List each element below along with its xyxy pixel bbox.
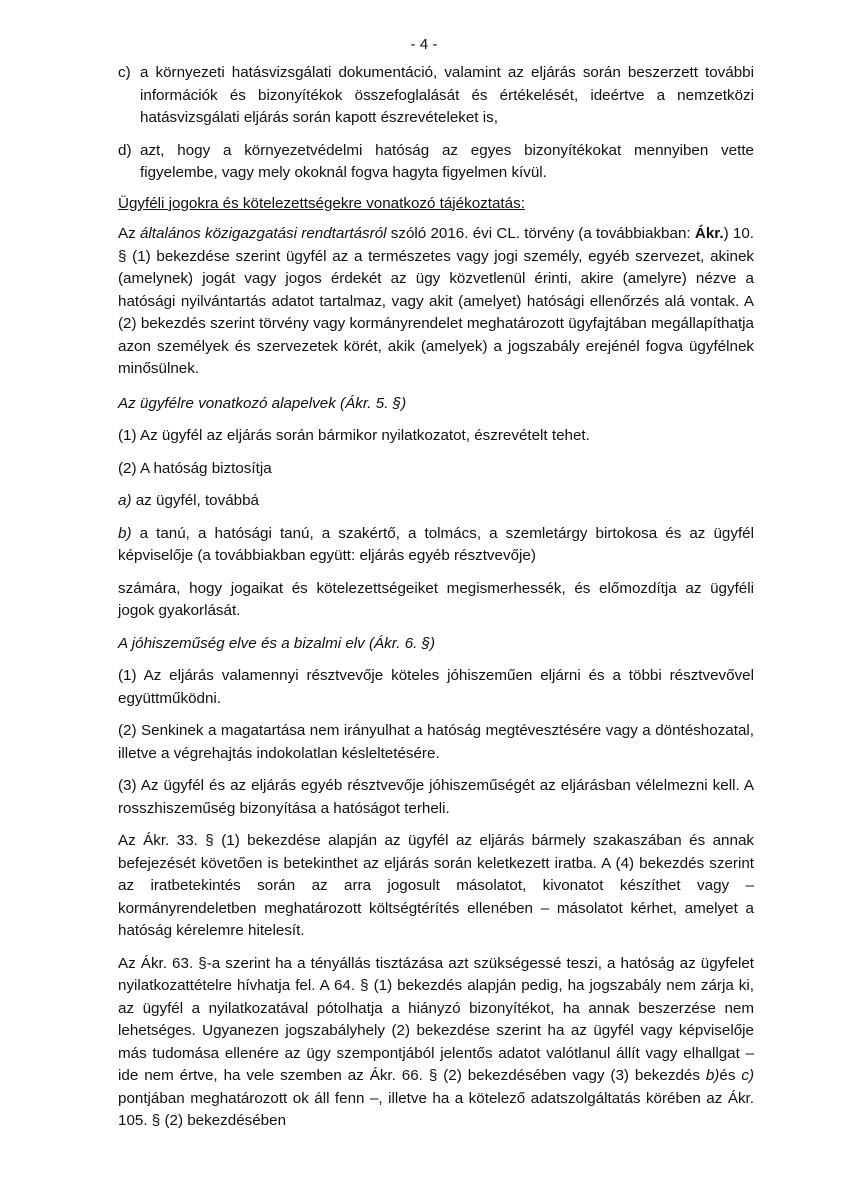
- article63-paragraph: Az Ákr. 63. §-a szerint ha a tényállás tisztázása azt szükségessé teszi, a hatóság az ügyfelet nyilatkozattételre hívhatja fel. A 64. § (1) bekezdés alapján pedig, ha jogszabály nem zárja ki, az ügyfél a nyilatkozatával pótolhatja a hiányzó bizonyítékot, ha annak beszerzése nem lehetséges. Ugyanezen jogszabályhely (2) bekezdése szerint ha az ügyfél vagy képviselője más tudomása ellenére az ügy szempontjából jelentős adatot valótlanul állít vagy elhallgat – ide nem értve, ha vele szemben az Ákr. 66. § (2) bekezdésében vagy (3) bekezdés b)és c) pontjában meghatározott ok áll fenn –, illetve ha a kötelező adatszolgáltatás körében az Ákr. 105. § (2) bekezdésében: [118, 954, 754, 1129]
- article33-paragraph: Az Ákr. 33. § (1) bekezdése alapján az ügyfél az eljárás bármely szakaszában és annak befejezését követően is betekinthet az eljárás során keletkezett iratba. A (4) bekezdés szerint az iratbetekintés során az arra jogosult másolatot, kivonatot készíthet vagy – kormányrendeletben meghatározott költségtérítés ellenében – másolatot kérhet, amelyet a hatóság kérelemre hitelesít.: [118, 832, 754, 939]
- section6-paragraph-3: (3) Az ügyfél és az eljárás egyéb résztvevője jóhiszeműségét az eljárásban vélelmezni kell. A rosszhiszeműség bizonyítása a hatóságot terheli.: [118, 777, 754, 817]
- section5-closing: számára, hogy jogaikat és kötelezettségeiket megismerhessék, és előmozdítja az ügyféli jogok gyakorlását.: [118, 579, 754, 619]
- document-body: [118, 62, 754, 1133]
- law-title: általános közigazgatási rendtartásról: [139, 225, 387, 242]
- section6-paragraph-1: (1) Az eljárás valamennyi résztvevője köteles jóhiszeműen eljárni és a többi résztvevővel együttműködni.: [118, 667, 754, 707]
- law-abbreviation: Ákr.: [694, 225, 724, 242]
- section5-point-b: b) a tanú, a hatósági tanú, a szakértő, a tolmács, a szemletárgy birtokosa és az ügyfél képviselője (a továbbiakban együtt: eljárás egyéb résztvevője): [118, 524, 754, 564]
- section5-paragraph-2: (2) A hatóság biztosítja: [118, 459, 272, 477]
- section6-paragraph-2: (2) Senkinek a magatartása nem irányulhat a hatóság megtévesztésére vagy a döntéshozatal, illetve a végrehajtás indokolatlan késleltetésére.: [118, 722, 754, 762]
- intro-paragraph: Az általános közigazgatási rendtartásról szóló 2016. évi CL. törvény (a továbbiakban: Ákr.) 10. § (1) bekezdése szerint ügyfél az a természetes vagy jogi személy, egyéb szervezet, akinek (amelynek) jogát vagy jogos érdekét az ügy közvetlenül érinti, akire (amelyre) nézve a hatósági nyilvántartás adatot tartalmaz, vagy akit (amelyet) hatósági ellenőrzés alá vontak. A (2) bekezdés szerint törvény vagy kormányrendelet meghatározott ügyfajtában megállapíthatja azon személyek és szervezetek körét, akik (amelyek) a jogszabály erejénél fogva ügyfélnek minősülnek.: [118, 225, 754, 377]
- section6-title: A jóhiszeműség elve és a bizalmi elv (Ákr. 6. §): [118, 634, 436, 652]
- page-number: - 4 -: [410, 36, 438, 53]
- section5-paragraph-1: (1) Az ügyfél az eljárás során bármikor nyilatkozatot, észrevételt tehet.: [118, 427, 590, 444]
- section-heading: Ügyféli jogokra és kötelezettségekre vonatkozó tájékoztatás:: [118, 194, 525, 212]
- section5-title: Az ügyfélre vonatkozó alapelvek (Ákr. 5. §): [118, 394, 407, 412]
- list-text-d: azt, hogy a környezetvédelmi hatóság az egyes bizonyítékokat mennyiben vette figyelembe, vagy mely okoknál fogva hagyta figyelmen kívül.: [140, 141, 754, 181]
- list-item-c: [118, 62, 754, 130]
- list-text-c: a környezeti hatásvizsgálati dokumentáció, valamint az eljárás során beszerzett további információk és bizonyítékok összefoglalását és értékelését, ideértve a nemzetközi hatásvizsgálati eljárás során kapott észrevételeket is,: [140, 64, 754, 126]
- list-marker-c: c): [118, 64, 131, 81]
- list-marker-d: d): [118, 141, 132, 159]
- list-item-d: [118, 140, 754, 185]
- section5-point-a: a) az ügyfél, továbbá: [118, 492, 260, 509]
